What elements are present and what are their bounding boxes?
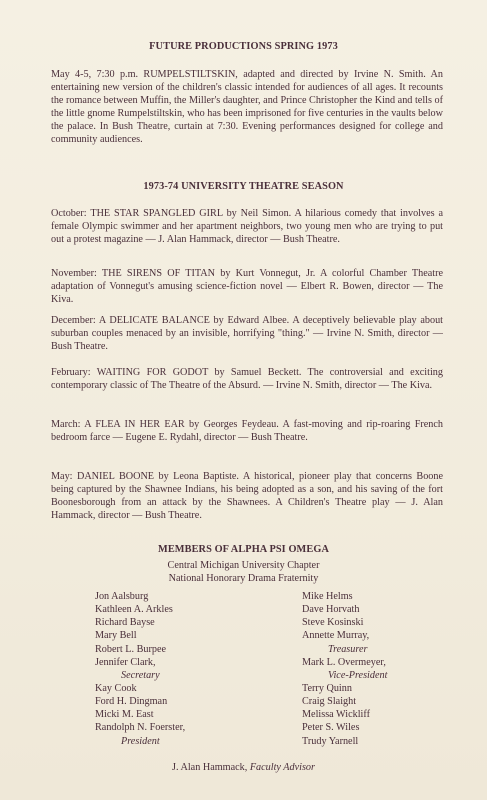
season-item-november: November: THE SIRENS OF TITAN by Kurt Vonnegut, Jr. A colorful Chamber Theatre adaptation of Vonnegut's amusing science-fiction novel — Elbert R. Bowen, director — The Kiva. [51, 268, 443, 306]
fraternity-line: National Honorary Drama Fraternity [168, 573, 319, 584]
member-name: Annette Murray, [302, 630, 370, 642]
advisor-title: Faculty Advisor [249, 762, 315, 773]
member-name: Peter S. Wiles [302, 722, 360, 734]
officer-title: Secretary [121, 669, 160, 681]
member-name: Mary Bell [95, 630, 137, 642]
member-name: Craig Slaight [302, 696, 357, 708]
member-name: Mark L. Overmeyer, [302, 656, 386, 668]
members-left-column [95, 590, 185, 748]
member-name: Ford H. Dingman [95, 696, 168, 708]
faculty-advisor-line [0, 762, 487, 773]
season-item-february: February: WAITING FOR GODOT by Samuel Beckett. The controversial and exciting contemporary classic of The Theatre of the Absurd. — Irvine N. Smith, director — The Kiva. [51, 367, 443, 392]
future-productions-heading: FUTURE PRODUCTIONS SPRING 1973 [149, 41, 338, 52]
officer-title: Treasurer [328, 643, 368, 655]
member-name: Dave Horvath [302, 604, 360, 616]
member-name: Mike Helms [302, 591, 353, 602]
members-heading: MEMBERS OF ALPHA PSI OMEGA [158, 544, 329, 555]
season-item-march: March: A FLEA IN HER EAR by Georges Feydeau. A fast-moving and rip-roaring French bedroom farce — Eugene E. Rydahl, director — Bush Theatre. [51, 419, 443, 444]
season-heading: 1973-74 UNIVERSITY THEATRE SEASON [143, 181, 344, 192]
member-name: Kathleen A. Arkles [95, 604, 173, 616]
season-item-december: December: A DELICATE BALANCE by Edward Albee. A deceptively believable play about suburban couples menaced by an invisible, horrifying "thing." — Irvine N. Smith, director — Bush Theatre. [51, 315, 443, 353]
member-name: Jennifer Clark, [95, 656, 156, 668]
member-name: Robert L. Burpee [95, 643, 167, 655]
season-item-october: October: THE STAR SPANGLED GIRL by Neil Simon. A hilarious comedy that involves a female Olympic swimmer and her apartment neighbors, two young men who are trying to put out a protest magazine — J. Alan Hammack, director — Bush Theatre. [51, 208, 443, 246]
officer-title: Vice-President [328, 669, 388, 681]
member-name: Terry Quinn [302, 682, 352, 694]
chapter-line: Central Michigan University Chapter [167, 560, 320, 571]
member-name: Jon Aalsburg [95, 591, 149, 602]
member-name: Trudy Yarnell [302, 735, 359, 747]
season-item-may: May: DANIEL BOONE by Leona Baptiste. A historical, pioneer play that concerns Boone being captured by the Shawnee Indians, his being adopted as a son, and his saving of the fort Boonesborough from an attack by the Shawnees. A Children's Theatre play — J. Alan Hammack, director — Bush Theatre. [51, 471, 443, 522]
advisor-name: J. Alan Hammack, [172, 762, 248, 773]
member-name: Randolph N. Foerster, [95, 722, 186, 734]
future-productions-text: May 4-5, 7:30 p.m. RUMPELSTILTSKIN, adapted and directed by Irvine N. Smith. An entertaining new version of the children's classic intended for audiences of all ages. It recounts the romance between Muffin, the Miller's daughter, and Prince Christopher the Kind and tells of the little gnome Rumpelstiltskin, who has been imprisoned for five centuries in the vaults below the palace. In Bush Theatre, curtain at 7:30. Evening performances designed for college and community audiences. [51, 69, 443, 146]
members-right-column [302, 590, 387, 748]
member-name: Melissa Wickliff [302, 709, 370, 721]
member-name: Micki M. East [95, 709, 154, 721]
member-name: Richard Bayse [95, 617, 155, 629]
member-name: Steve Kosinski [302, 617, 364, 629]
officer-title: President [121, 735, 160, 747]
member-name: Kay Cook [95, 682, 137, 694]
